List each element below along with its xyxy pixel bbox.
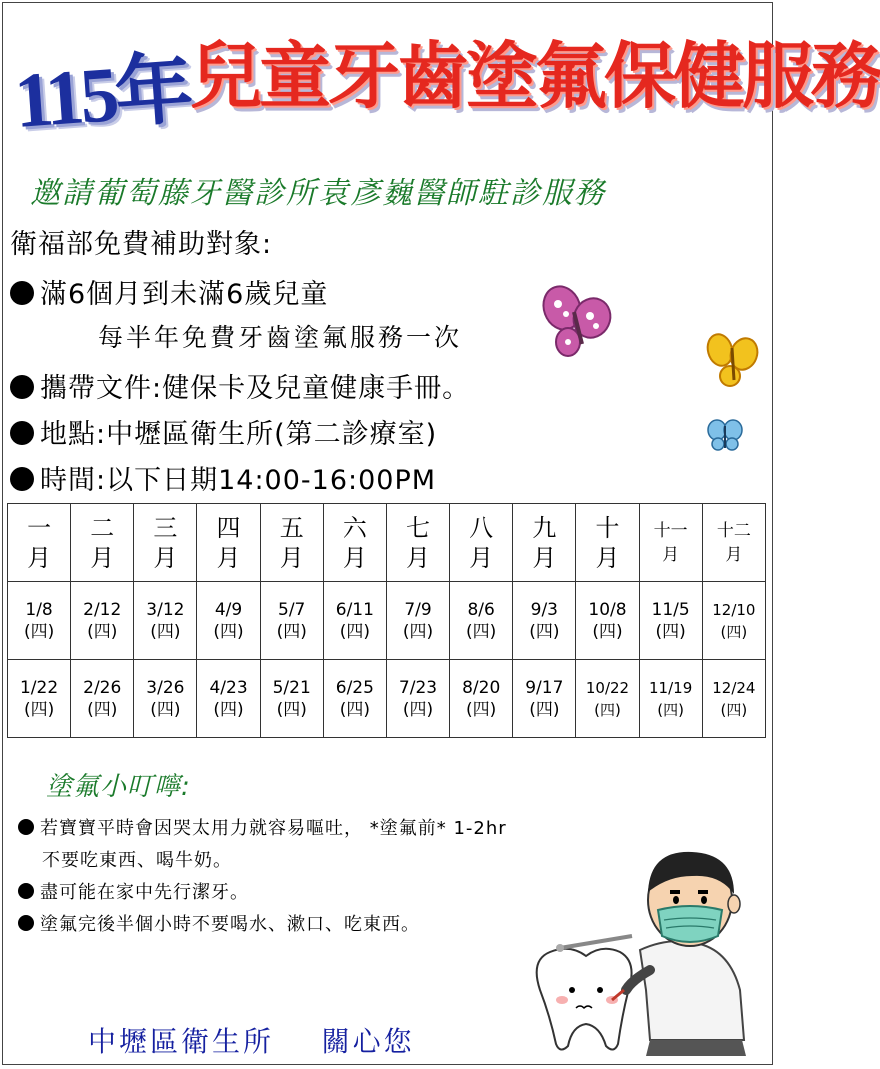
footer-text: 中壢區衛生所 關心您 — [88, 1025, 415, 1058]
month-number: 七 — [406, 513, 431, 542]
date-cell — [702, 582, 765, 660]
month-number: 十二 — [716, 520, 751, 541]
weekday-label: (四) — [23, 699, 55, 720]
month-suffix: 月 — [27, 543, 52, 572]
time-text: 時間:以下日期14:00-16:00PM — [40, 465, 437, 496]
date-value: 3/26 — [146, 677, 185, 698]
date-cell — [386, 582, 449, 660]
weekday-label: (四) — [529, 621, 560, 642]
date-value: 6/25 — [335, 677, 374, 698]
date-value: 8/6 — [467, 599, 495, 620]
month-header-cell — [8, 504, 71, 582]
month-header-cell — [197, 504, 260, 582]
date-value: 8/20 — [462, 677, 501, 698]
date-cell — [639, 582, 702, 660]
date-cell — [513, 660, 576, 738]
date-cell — [450, 582, 513, 660]
yellow-butterfly-icon — [704, 330, 762, 390]
month-number: 十 — [595, 513, 620, 542]
date-row-first — [8, 582, 766, 660]
date-cell — [576, 660, 639, 738]
date-value: 10/22 — [585, 678, 630, 697]
date-cell — [71, 660, 134, 738]
location-text: 地點:中壢區衛生所(第二診療室) — [40, 419, 438, 450]
date-cell — [450, 660, 513, 738]
schedule-table — [7, 503, 766, 738]
tip-text: 塗氟完後半個小時不要喝水、漱口、吃東西。 — [40, 914, 420, 935]
tips-title: 塗氟小叮嚀: — [46, 772, 191, 802]
weekday-label: (四) — [87, 699, 118, 720]
pink-butterfly-icon — [538, 282, 618, 362]
month-suffix: 月 — [725, 544, 743, 565]
month-header-cell — [386, 504, 449, 582]
date-cell — [323, 582, 386, 660]
weekday-label: (四) — [720, 622, 748, 641]
tip-item — [18, 814, 507, 840]
date-value: 4/9 — [214, 599, 243, 620]
month-suffix: 月 — [90, 543, 115, 572]
month-header-cell — [71, 504, 134, 582]
month-suffix: 月 — [469, 543, 494, 572]
weekday-label: (四) — [592, 621, 623, 642]
weekday-label: (四) — [276, 621, 307, 642]
date-cell — [323, 660, 386, 738]
weekday-label: (四) — [87, 621, 118, 642]
month-header-cell — [513, 504, 576, 582]
weekday-label: (四) — [339, 699, 370, 720]
date-cell — [260, 582, 323, 660]
date-value: 5/7 — [278, 599, 306, 620]
date-value: 2/12 — [83, 599, 122, 620]
date-cell — [260, 660, 323, 738]
dentist-illustration — [520, 840, 760, 1060]
date-value: 12/24 — [712, 678, 756, 697]
documents-text: 攜帶文件:健保卡及兒童健康手冊。 — [40, 373, 471, 404]
date-value: 6/11 — [335, 599, 374, 620]
bullet-icon — [10, 421, 34, 445]
date-value: 9/3 — [530, 599, 558, 620]
bullet-icon — [18, 915, 34, 931]
date-value: 10/8 — [588, 599, 627, 620]
date-cell — [134, 582, 197, 660]
date-cell — [576, 582, 639, 660]
date-value: 11/19 — [649, 678, 693, 697]
month-number: 二 — [90, 513, 115, 542]
month-number: 一 — [27, 513, 52, 542]
weekday-label: (四) — [529, 699, 560, 720]
tip-text: 盡可能在家中先行潔牙。 — [40, 882, 249, 903]
bullet-icon — [10, 281, 34, 305]
bullet-icon — [10, 467, 34, 491]
month-suffix: 月 — [532, 543, 557, 572]
month-suffix: 月 — [216, 543, 241, 572]
month-suffix: 月 — [342, 543, 367, 572]
weekday-label: (四) — [657, 700, 684, 719]
weekday-label: (四) — [213, 699, 244, 720]
weekday-label: (四) — [150, 699, 181, 720]
weekday-label: (四) — [402, 621, 434, 642]
month-number: 三 — [153, 513, 178, 542]
date-cell — [8, 582, 71, 660]
month-header-cell — [576, 504, 639, 582]
poster-title: 兒童牙齒塗氟保健服務 — [190, 34, 880, 118]
target-text: 滿6個月到未滿6歲兒童 — [40, 279, 329, 310]
tip-item — [18, 910, 420, 936]
date-cell — [702, 660, 765, 738]
date-cell — [134, 660, 197, 738]
poster-subtitle: 邀請葡萄藤牙醫診所袁彥巍醫師駐診服務 — [30, 176, 606, 211]
month-number: 九 — [532, 513, 557, 542]
month-header-cell — [134, 504, 197, 582]
date-cell — [386, 660, 449, 738]
frequency-text: 每半年免費牙齒塗氟服務一次 — [98, 323, 463, 352]
month-number: 五 — [279, 513, 304, 542]
date-value: 1/22 — [19, 677, 59, 698]
month-header-cell — [260, 504, 323, 582]
target-line — [10, 272, 328, 311]
date-cell — [71, 582, 134, 660]
weekday-label: (四) — [150, 621, 181, 642]
date-cell — [513, 582, 576, 660]
bullet-icon — [18, 883, 34, 899]
month-header-cell — [702, 504, 765, 582]
month-number: 八 — [469, 513, 494, 542]
tip-text: 若寶寶平時會因哭太用力就容易嘔吐， *塗氟前* 1-2hr — [40, 818, 507, 839]
month-suffix: 月 — [662, 544, 680, 565]
weekday-label: (四) — [339, 621, 370, 642]
location-line — [10, 412, 437, 451]
date-cell — [639, 660, 702, 738]
month-header-cell — [323, 504, 386, 582]
weekday-label: (四) — [276, 699, 307, 720]
weekday-label: (四) — [720, 700, 748, 719]
month-header-cell — [639, 504, 702, 582]
date-value: 3/12 — [146, 599, 185, 620]
weekday-label: (四) — [466, 699, 497, 720]
blue-butterfly-icon — [706, 418, 744, 452]
month-suffix: 月 — [279, 543, 304, 572]
date-value: 2/26 — [83, 677, 122, 698]
month-header-cell — [450, 504, 513, 582]
month-number: 四 — [216, 513, 241, 542]
documents-line — [10, 366, 470, 405]
tip-continuation: 不要吃東西、喝牛奶。 — [42, 850, 232, 871]
weekday-label: (四) — [466, 621, 497, 642]
time-line — [10, 458, 436, 497]
weekday-label: (四) — [23, 621, 55, 642]
weekday-label: (四) — [594, 700, 621, 719]
bullet-icon — [18, 819, 34, 835]
date-cell — [197, 660, 260, 738]
target-heading: 衛福部免費補助對象: — [10, 229, 273, 260]
date-row-second — [8, 660, 766, 738]
date-value: 4/23 — [209, 677, 248, 698]
bullet-icon — [10, 375, 34, 399]
weekday-label: (四) — [655, 621, 686, 642]
date-value: 1/8 — [25, 599, 53, 620]
weekday-label: (四) — [402, 699, 434, 720]
date-cell — [197, 582, 260, 660]
date-cell — [8, 660, 71, 738]
date-value: 5/21 — [272, 677, 311, 698]
date-value: 7/23 — [398, 677, 438, 698]
date-value: 9/17 — [525, 677, 564, 698]
weekday-label: (四) — [213, 621, 244, 642]
month-suffix: 月 — [406, 543, 431, 572]
date-value: 12/10 — [712, 600, 756, 619]
date-value: 7/9 — [404, 599, 432, 620]
date-value: 11/5 — [651, 599, 690, 620]
month-header-row — [8, 504, 766, 582]
month-number: 十一 — [653, 520, 688, 541]
year-label: 115年 — [11, 45, 192, 145]
month-suffix: 月 — [153, 543, 178, 572]
month-suffix: 月 — [595, 543, 620, 572]
tip-item — [18, 878, 249, 904]
month-number: 六 — [342, 513, 367, 542]
